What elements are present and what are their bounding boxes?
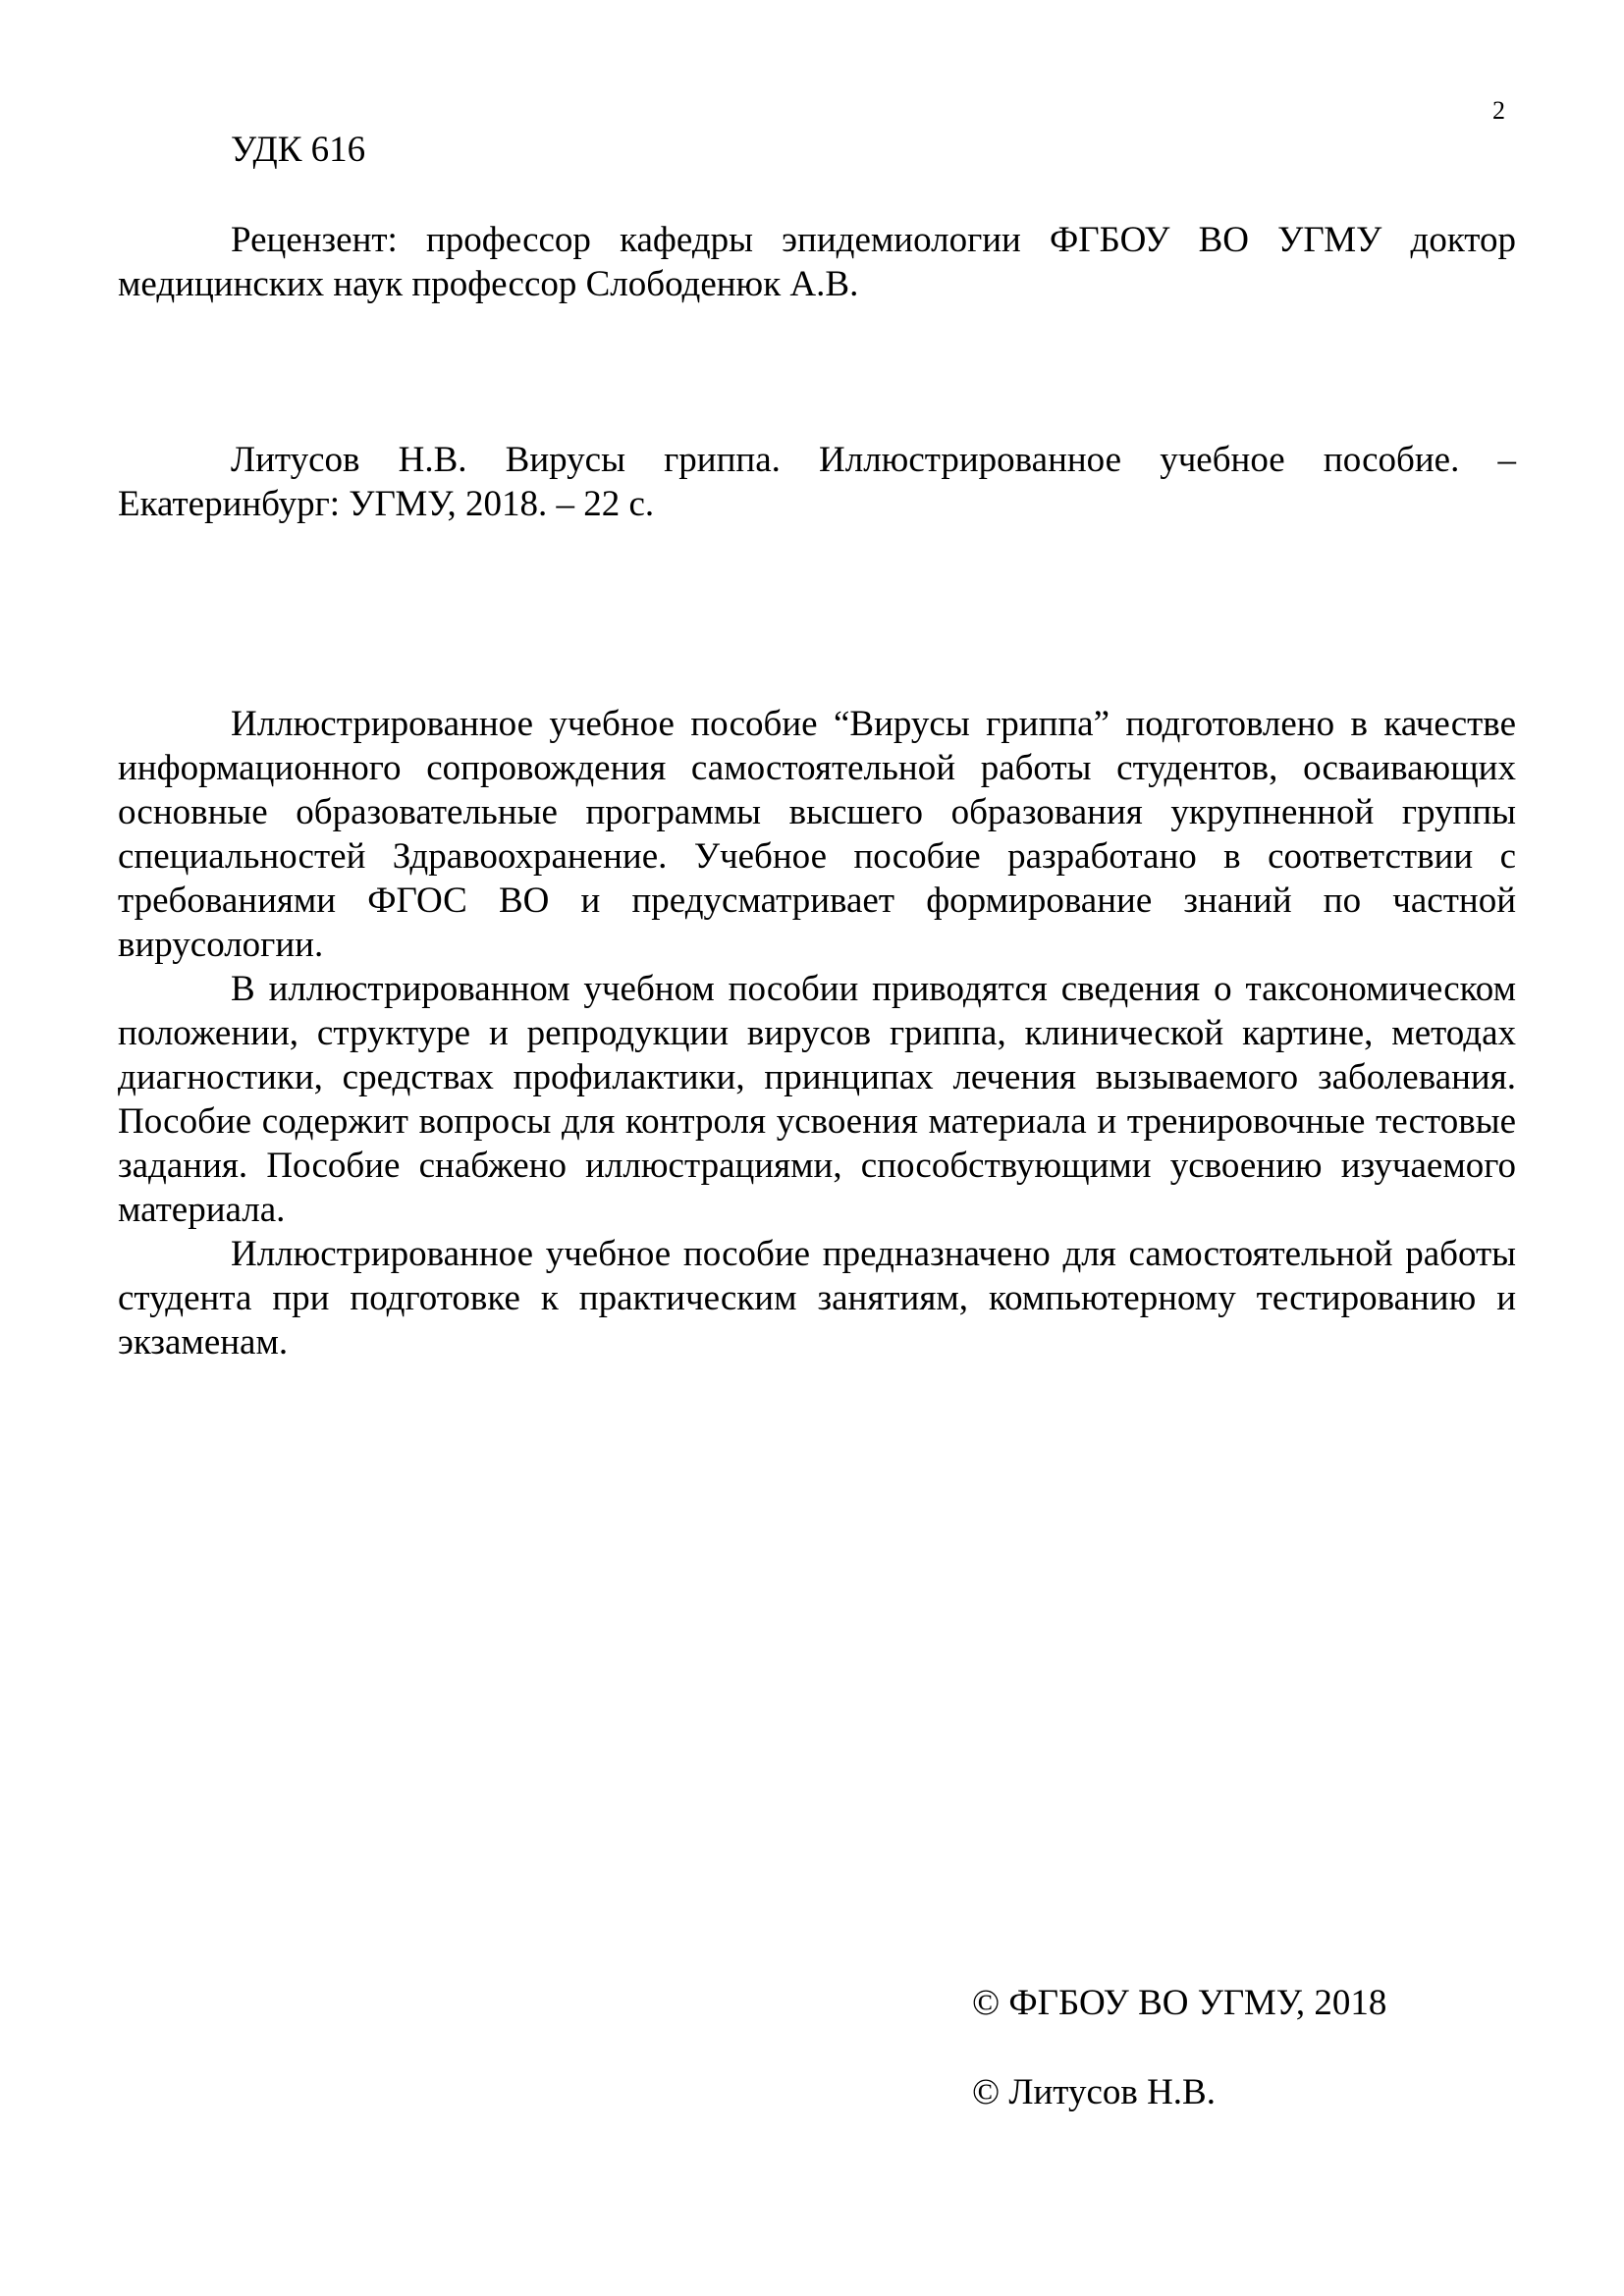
annotation-block (118, 702, 1516, 1364)
copyright-author: © Литусов Н.В. (972, 2072, 1216, 2112)
reviewer-block (118, 218, 1516, 306)
reviewer-text: Рецензент: профессор кафедры эпидемиологии ФГБОУ ВО УГМУ доктор медицинских наук профессор Слободенюк А.В. (118, 220, 1516, 304)
copyright-publisher: © ФГБОУ ВО УГМУ, 2018 (972, 1983, 1387, 2023)
annotation-paragraph-3: Иллюстрированное учебное пособие предназначено для самостоятельной работы студента при подготовке к практическим занятиям, компьютерному тестированию и экзаменам. (118, 1234, 1516, 1362)
annotation-paragraph-2: В иллюстрированном учебном пособии приводятся сведения о таксономическом положении, структуре и репродукции вирусов гриппа, клинической картине, методах диагностики, средствах профилактики, принципах лечения вызываемого заболевания. Пособие содержит вопросы для контроля усвоения материала и тренировочные тестовые задания. Пособие снабжено иллюстрациями, способствующими усвоению изучаемого материала. (118, 969, 1516, 1230)
page-number: 2 (1492, 96, 1505, 125)
udk-code: УДК 616 (231, 130, 366, 170)
citation-block (118, 438, 1516, 526)
bibliographic-citation: Литусов Н.В. Вирусы гриппа. Иллюстрированное учебное пособие. – Екатеринбург: УГМУ, 2018. – 22 с. (118, 440, 1516, 524)
annotation-paragraph-1: Иллюстрированное учебное пособие “Вирусы гриппа” подготовлено в качестве информационного сопровождения самостоятельной работы студентов, осваивающих основные образовательные программы высшего образования укрупненной группы специальностей Здравоохранение. Учебное пособие разработано в соответствии с требованиями ФГОС ВО и предусматривает формирование знаний по частной вирусологии. (118, 704, 1516, 965)
